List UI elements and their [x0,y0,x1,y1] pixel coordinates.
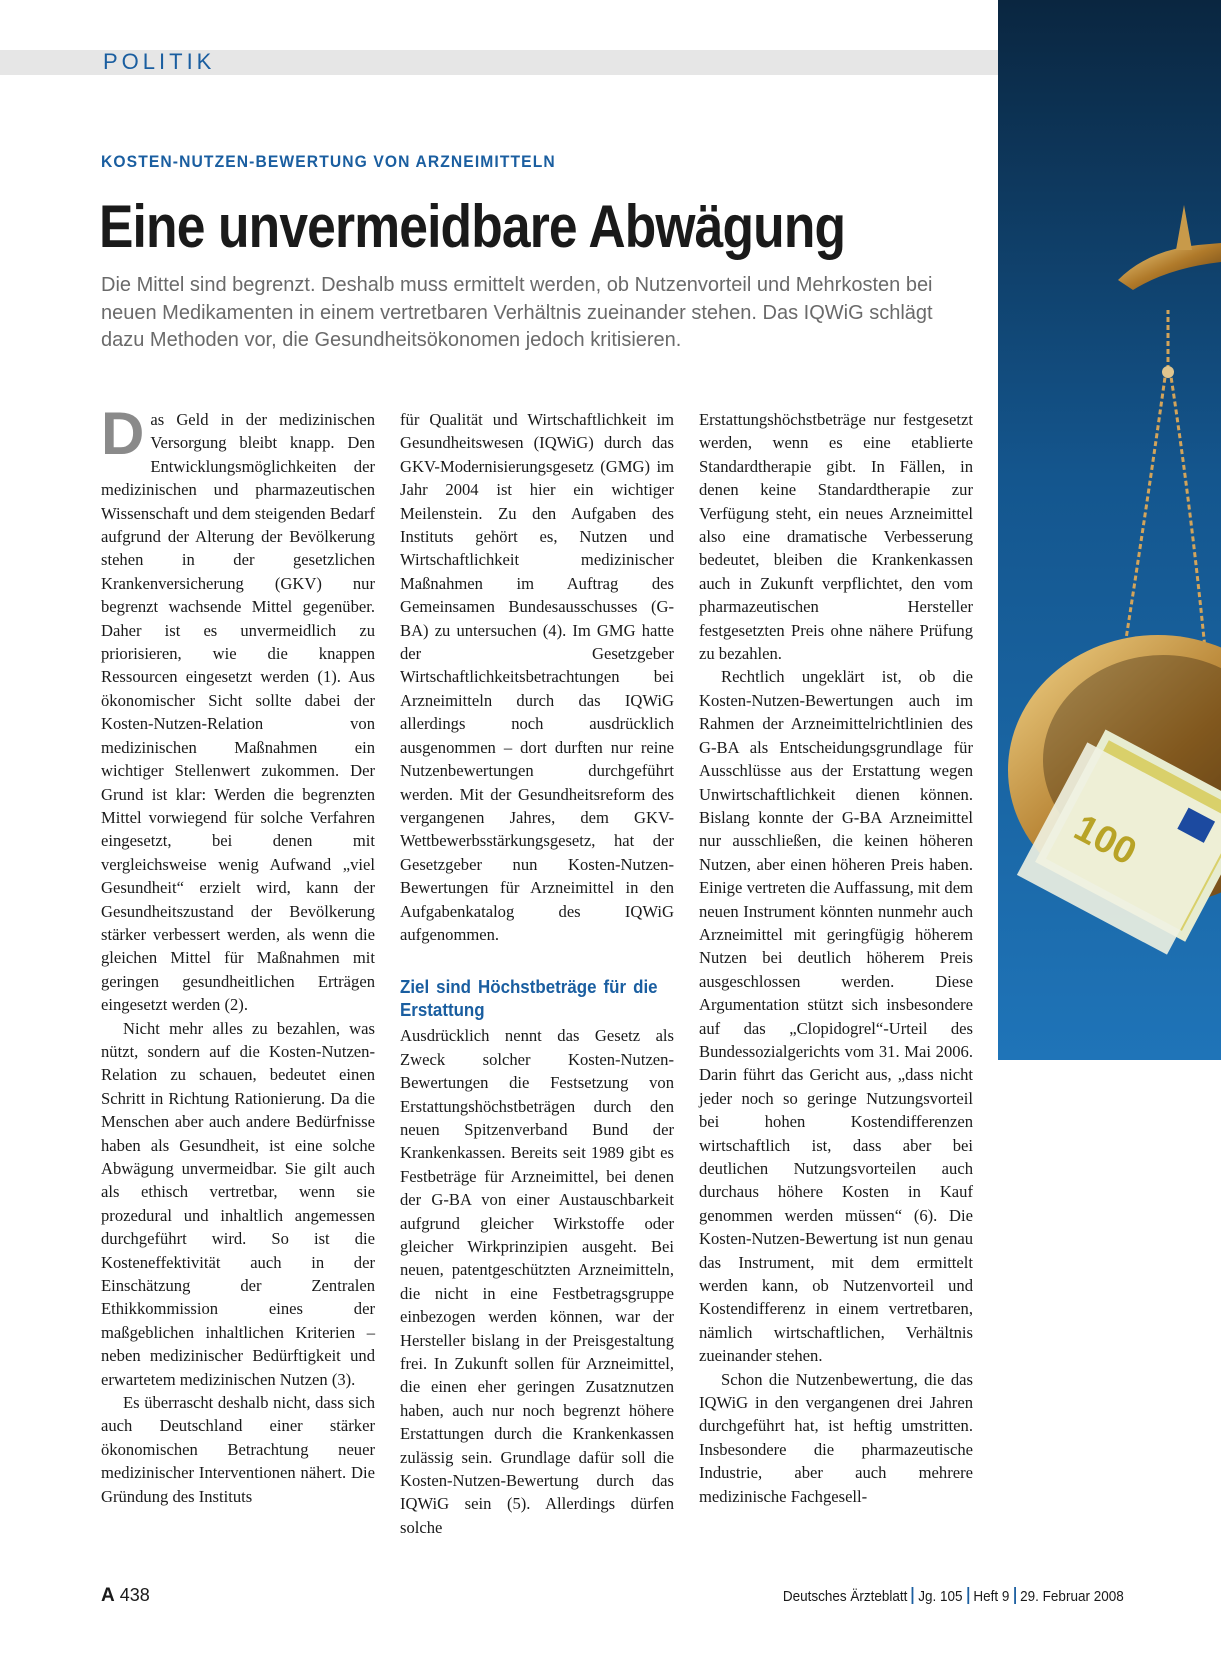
paragraph-8: Schon die Nutzenbewertung, die das IQWiG in den vergangenen drei Jahren durchgeführt hat, ist heftig umstritten. Insbesondere die pharmazeutische Industrie, aber auch mehrere medizinische Fachgesell- [699,1369,973,1506]
paragraph-2: Nicht mehr alles zu bezahlen, was nützt, sondern auf die Kosten-Nutzen-Relation zu schauen, bedeutet einen Schritt in Richtung Rationierung. Da die Menschen aber auch andere Bedürfnisse haben als Gesundheit, ist eine solche Abwägung unvermeidbar. Sie gilt auch als ethisch vertretbar, wenn sie prozedural und inhaltlich angemessen durchgeführt wird. So ist die Kosteneffektivität auch in der Einschätzung der Zentralen Ethikkommission eines der maßgeblichen inhaltlichen Kriterien – neben medizinischer Bedürftigkeit und erwartetem medizinischen Nutzen (3). [101,1018,375,1389]
journal-name: Deutsches Ärzteblatt [783,1588,908,1605]
headline: Eine unvermeidbare Abwägung [99,193,846,260]
paragraph-6: Erstattungshöchstbeträge nur festgesetzt werden, wenn es eine etablierte Standardtherapie gibt. In Fällen, in denen keine Standardtherapie zur Verfügung steht, ein neues Arzneimittel also eine dramatische Verbesserung bedeutet, bleiben die Krankenkassen auch in Zukunft verpflichtet, den vom pharmazeutischen Hersteller festgesetzten Preis ohne nähere Prüfung zu bezahlen. [699,410,973,664]
separator [912,1587,914,1604]
svg-text:100: 100 [1067,806,1144,874]
journal-issue: Heft 9 [973,1588,1010,1605]
subheading: Ziel sind Höchstbeträge für die Erstattung [400,977,658,1021]
section-label: POLITIK [103,49,216,74]
paragraph-1-text: as Geld in der medizinischen Versorgung bleibt knapp. Den Entwicklungsmöglichkeiten der medizinischen und pharmazeutischen Wissenschaft und dem steigenden Bedarf aufgrund der Alterung der Bevölkerung stehen in der gesetzlichen Krankenversicherung (GKV) nur begrenzt wachsende Mittel gegenüber. Daher ist es unvermeidlich zu priorisieren, wie die knappen Ressourcen eingesetzt werden (1). Aus ökonomischer Sicht sollte dabei der Kosten-Nutzen-Relation von medizinischen Maßnahmen ein wichtiger Stellenwert zukommen. Der Grund ist klar: Werden die begrenzten Mittel vorwiegend für solche Verfahren eingesetzt, bei denen mit vergleichsweise wenig Aufwand „viel Gesundheit“ erzielt wird, kann der Gesundheitszustand der Bevölkerung stärker verbessert werden, als wenn die gleichen Mittel für Maßnahmen mit geringen gesundheitlichen Erträgen eingesetzt werden (2). [101,410,375,1015]
scale-with-money-photo [998,0,1221,1060]
paragraph-3: Es überrascht deshalb nicht, dass sich auch Deutschland einer stärker ökonomischen Betrachtung neuer medizinischer Interventionen nähert. Die Gründung des Instituts [101,1393,375,1506]
paragraph-7: Rechtlich ungeklärt ist, ob die Kosten-Nutzen-Bewertungen auch im Rahmen der Arzneimittelrichtlinien des G-BA als Entscheidungsgrundlage für Ausschlüsse aus der Erstattung wegen Unwirtschaftlichkeit dienen können. Bislang konnte der G-BA Arzneimittel nur ausschließen, die keinen höheren Nutzen, aber einen höheren Preis haben. Einige vertreten die Auffassung, mit dem neuen Instrument könnten nunmehr auch Arzneimittel mit geringfügig höherem Nutzen bei deutlich höherem Preis ausgeschlossen werden. Diese Argumentation stützt sich insbesondere auf das „Clopidogrel“-Urteil des Bundessozialgerichts vom 31. Mai 2006. Darin führt das Gericht aus, „dass nicht jeder noch so geringe Nutzungsvorteil bei hohen Kostendifferenzen wirtschaftlich ist, dass aber bei deutlichen Nutzungsvorteilen auch durchaus höhere Kosten in Kauf genommen werden müssen“ (6). Die Kosten-Nutzen-Bewertung ist nun genau das Instrument, mit dem ermittelt werden kann, ob Nutzenvorteil und Kostendifferenz in einem vertretbaren, nämlich wirtschaftlichen, Verhältnis zueinander stehen. [699,667,973,1366]
column-3 [699,408,973,1508]
lead-paragraph: Die Mittel sind begrenzt. Deshalb muss ermittelt werden, ob Nutzenvorteil und Mehrkosten bei neuen Medikamenten in einem vertretbaren Verhältnis zueinander stehen. Das IQWiG schlägt dazu Methoden vor, die Gesundheitsökonomen jedoch kritisieren. [101,274,933,351]
paragraph-4: für Qualität und Wirtschaftlichkeit im Gesundheitswesen (IQWiG) durch das GKV-Modernisierungsgesetz (GMG) im Jahr 2004 ist hier ein wichtiger Meilenstein. Zu den Aufgaben des Instituts gehört es, Nutzen und Wirtschaftlichkeit medizinischer Maßnahmen im Auftrag des Gemeinsamen Bundesausschusses (G-BA) zu untersuchen (4). Im GMG hatte der Gesetzgeber Wirtschaftlichkeitsbetrachtungen bei Arzneimitteln durch das IQWiG allerdings noch ausdrücklich ausgenommen – dort durften nur reine Nutzenbewertungen durchgeführt werden. Mit der Gesundheitsreform des vergangenen Jahres, dem GKV-Wettbewerbsstärkungsgesetz, hat der Gesetzgeber nun Kosten-Nutzen-Bewertungen für Arzneimittel in den Aufgabenkatalog des IQWiG aufgenommen. [400,410,674,944]
column-2 [400,408,674,1539]
drop-cap: D [101,400,145,467]
page-number-value: 438 [119,1585,150,1605]
journal-volume: Jg. 105 [918,1588,963,1605]
kicker: KOSTEN-NUTZEN-BEWERTUNG VON ARZNEIMITTELN [101,152,556,171]
page-number [101,1585,150,1607]
paragraph-5: Ausdrücklich nennt das Gesetz als Zweck solcher Kosten-Nutzen-Bewertungen die Festsetzung von Erstattungshöchstbeträgen durch den neuen Spitzenverband Bund der Krankenkassen. Bereits seit 1989 gibt es Festbeträge für Arzneimittel, bei denen der G-BA von einer Austauschbarkeit aufgrund gleicher Wirkstoffe oder gleicher Wirkprinzipien ausgeht. Bei neuen, patentgeschützten Arzneimitteln, die nicht in eine Festbetragsgruppe einbezogen werden können, war der Hersteller bislang in der Preisgestaltung frei. In Zukunft sollen für Arzneimittel, die einen eher geringen Zusatznutzen haben, auch nur noch begrenzt höhere Erstattungen durch die Krankenkassen zulässig sein. Grundlage dafür soll die Kosten-Nutzen-Bewertung durch das IQWiG sein (5). Allerdings dürfen solche [400,1026,674,1537]
paragraph-1 [101,400,375,1017]
separator [967,1587,969,1604]
journal-footer [783,1587,1124,1605]
journal-date: 29. Februar 2008 [1020,1588,1124,1605]
separator [1014,1587,1016,1604]
page-prefix: A [101,1585,115,1606]
column-1 [101,400,375,1508]
